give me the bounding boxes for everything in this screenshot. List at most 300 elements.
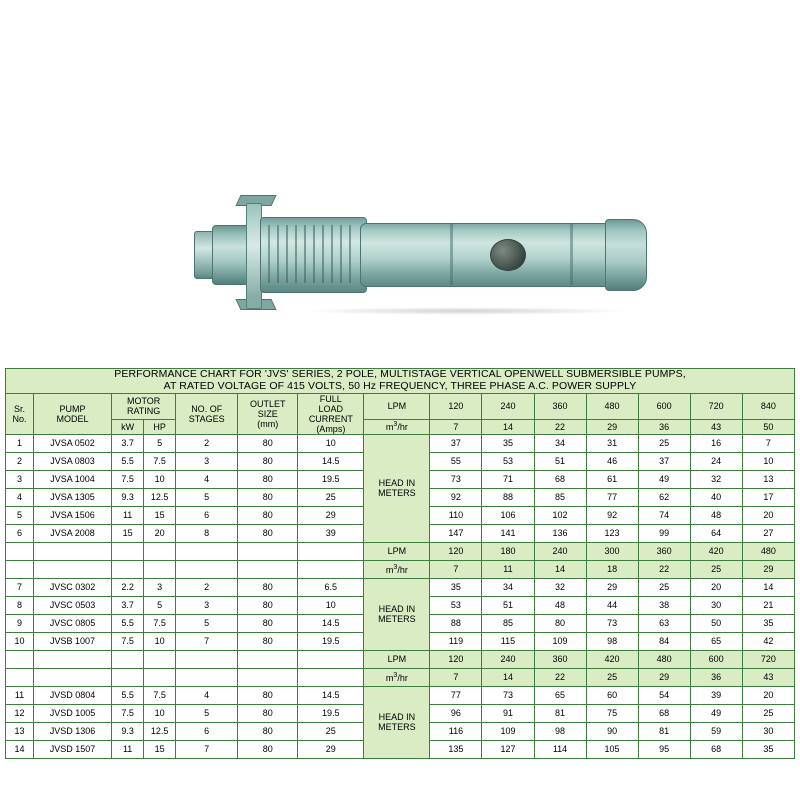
cell-head: 73 bbox=[430, 470, 482, 488]
cell-head: 55 bbox=[430, 452, 482, 470]
col-header-lpm-b: LPM bbox=[364, 542, 430, 560]
spacer-stages-c bbox=[176, 650, 238, 668]
col-header-m3hr-c bbox=[364, 668, 430, 686]
sr-no-line1: Sr. bbox=[14, 403, 26, 414]
cell-flc: 25 bbox=[298, 488, 364, 506]
cell-head: 21 bbox=[742, 596, 794, 614]
cell-head: 35 bbox=[482, 434, 534, 452]
cell-head: 71 bbox=[482, 470, 534, 488]
cell-pump-model: JVSD 1507 bbox=[34, 740, 112, 758]
spacer2-kw-c bbox=[112, 668, 144, 686]
m3hr-value-b-2: 14 bbox=[534, 560, 586, 578]
cell-head: 32 bbox=[690, 470, 742, 488]
performance-table bbox=[5, 368, 795, 759]
band-row-lpm-c bbox=[6, 650, 795, 668]
spacer-hp-b bbox=[144, 542, 176, 560]
m3hr-sup-a: 3 bbox=[393, 421, 398, 429]
cell-head: 119 bbox=[430, 632, 482, 650]
cell-outlet: 80 bbox=[238, 614, 298, 632]
cell-head: 114 bbox=[534, 740, 586, 758]
m3hr-value-a-0: 7 bbox=[430, 419, 482, 434]
cell-head: 38 bbox=[638, 596, 690, 614]
cell-head: 127 bbox=[482, 740, 534, 758]
lpm-value-a-0: 120 bbox=[430, 393, 482, 419]
motor-rating-line2: RATING bbox=[126, 406, 161, 417]
spacer-stages-b bbox=[176, 542, 238, 560]
lpm-value-b-1: 180 bbox=[482, 542, 534, 560]
m3hr-value-b-6: 29 bbox=[742, 560, 794, 578]
motor-rating-line1: MOTOR bbox=[126, 396, 161, 407]
cell-pump-model: JVSC 0302 bbox=[34, 578, 112, 596]
header-row-1 bbox=[6, 393, 795, 419]
m3hr-value-a-4: 36 bbox=[638, 419, 690, 434]
motor-band-2 bbox=[570, 223, 573, 285]
cell-flc: 14.5 bbox=[298, 614, 364, 632]
sr-no-line2: No. bbox=[12, 413, 27, 424]
pump-model-line2: MODEL bbox=[56, 413, 89, 424]
cell-sr-no: 10 bbox=[6, 632, 34, 650]
col-header-kw: kW bbox=[112, 419, 144, 434]
cell-head: 17 bbox=[742, 488, 794, 506]
cell-head: 60 bbox=[586, 686, 638, 704]
cell-outlet: 80 bbox=[238, 704, 298, 722]
cell-head: 20 bbox=[742, 686, 794, 704]
cable-coil-icon bbox=[490, 239, 526, 271]
cell-sr-no: 5 bbox=[6, 506, 34, 524]
cell-head: 40 bbox=[690, 488, 742, 506]
cell-kw: 11 bbox=[112, 740, 144, 758]
spacer2-stages-c bbox=[176, 668, 238, 686]
cell-head: 49 bbox=[638, 470, 690, 488]
cell-kw: 5.5 bbox=[112, 614, 144, 632]
cell-head: 16 bbox=[690, 434, 742, 452]
cell-pump-model: JVSD 1005 bbox=[34, 704, 112, 722]
cell-head: 123 bbox=[586, 524, 638, 542]
spacer-kw-b bbox=[112, 542, 144, 560]
cell-head: 39 bbox=[690, 686, 742, 704]
cell-pump-model: JVSD 1306 bbox=[34, 722, 112, 740]
cell-hp: 12.5 bbox=[144, 722, 176, 740]
spacer-sr-c bbox=[6, 650, 34, 668]
cell-head: 46 bbox=[586, 452, 638, 470]
col-header-outlet-size bbox=[238, 393, 298, 434]
cell-head: 53 bbox=[430, 596, 482, 614]
cell-head: 65 bbox=[534, 686, 586, 704]
product-image bbox=[0, 0, 800, 360]
header-row-2 bbox=[6, 419, 795, 434]
col-header-sr-no bbox=[6, 393, 34, 434]
m3hr-rest-c: /hr bbox=[397, 672, 408, 683]
cell-stages: 6 bbox=[176, 506, 238, 524]
cell-head: 7 bbox=[742, 434, 794, 452]
flc-line2: LOAD bbox=[318, 403, 344, 414]
cell-head: 109 bbox=[534, 632, 586, 650]
cell-pump-model: JVSC 0805 bbox=[34, 614, 112, 632]
cell-head: 84 bbox=[638, 632, 690, 650]
cell-head: 98 bbox=[534, 722, 586, 740]
title-line-2: AT RATED VOLTAGE OF 415 VOLTS, 50 Hz FREQUENCY, THREE PHASE A.C. POWER SUPPLY bbox=[163, 379, 637, 392]
cell-outlet: 80 bbox=[238, 452, 298, 470]
cell-outlet: 80 bbox=[238, 488, 298, 506]
cell-head: 115 bbox=[482, 632, 534, 650]
cell-outlet: 80 bbox=[238, 506, 298, 524]
m3hr-value-c-5: 36 bbox=[690, 668, 742, 686]
cell-pump-model: JVSA 2008 bbox=[34, 524, 112, 542]
col-header-full-load-current bbox=[298, 393, 364, 434]
cell-flc: 25 bbox=[298, 722, 364, 740]
cell-head: 34 bbox=[482, 578, 534, 596]
head-label-line1-a: HEAD IN bbox=[378, 478, 416, 489]
pump-shadow bbox=[300, 307, 630, 315]
cell-head: 106 bbox=[482, 506, 534, 524]
m3hr-value-c-3: 25 bbox=[586, 668, 638, 686]
cell-head: 24 bbox=[690, 452, 742, 470]
lpm-value-a-5: 720 bbox=[690, 393, 742, 419]
cell-sr-no: 4 bbox=[6, 488, 34, 506]
cell-sr-no: 12 bbox=[6, 704, 34, 722]
spacer2-hp-c bbox=[144, 668, 176, 686]
cell-pump-model: JVSA 0803 bbox=[34, 452, 112, 470]
cell-hp: 7.5 bbox=[144, 614, 176, 632]
col-header-lpm-c: LPM bbox=[364, 650, 430, 668]
motor-band-1 bbox=[450, 223, 453, 285]
cell-head: 96 bbox=[430, 704, 482, 722]
cell-stages: 4 bbox=[176, 470, 238, 488]
cell-flc: 19.5 bbox=[298, 632, 364, 650]
performance-table-container bbox=[5, 368, 795, 759]
m3hr-value-c-2: 22 bbox=[534, 668, 586, 686]
cell-kw: 2.2 bbox=[112, 578, 144, 596]
col-header-lpm-a: LPM bbox=[364, 393, 430, 419]
cell-sr-no: 13 bbox=[6, 722, 34, 740]
cell-head: 68 bbox=[690, 740, 742, 758]
cell-outlet: 80 bbox=[238, 524, 298, 542]
cell-stages: 3 bbox=[176, 596, 238, 614]
cell-sr-no: 3 bbox=[6, 470, 34, 488]
cell-head: 42 bbox=[742, 632, 794, 650]
cell-hp: 12.5 bbox=[144, 488, 176, 506]
spacer2-outlet-b bbox=[238, 560, 298, 578]
cell-head: 88 bbox=[430, 614, 482, 632]
cell-stages: 5 bbox=[176, 488, 238, 506]
m3hr-value-a-3: 29 bbox=[586, 419, 638, 434]
m3hr-value-b-1: 11 bbox=[482, 560, 534, 578]
cell-head: 31 bbox=[586, 434, 638, 452]
cell-head: 48 bbox=[534, 596, 586, 614]
cell-sr-no: 11 bbox=[6, 686, 34, 704]
outlet-line2: SIZE bbox=[257, 408, 278, 419]
cell-stages: 3 bbox=[176, 452, 238, 470]
cell-flc: 10 bbox=[298, 434, 364, 452]
cell-head: 27 bbox=[742, 524, 794, 542]
outlet-line1: OUTLET bbox=[249, 398, 286, 409]
cell-sr-no: 1 bbox=[6, 434, 34, 452]
cell-sr-no: 14 bbox=[6, 740, 34, 758]
cell-kw: 9.3 bbox=[112, 722, 144, 740]
cell-head: 98 bbox=[586, 632, 638, 650]
cell-head: 51 bbox=[482, 596, 534, 614]
cell-head: 81 bbox=[638, 722, 690, 740]
m3hr-value-c-4: 29 bbox=[638, 668, 690, 686]
cell-head: 90 bbox=[586, 722, 638, 740]
m3hr-value-a-5: 43 bbox=[690, 419, 742, 434]
cell-head: 35 bbox=[742, 740, 794, 758]
spacer2-flc-b bbox=[298, 560, 364, 578]
cell-hp: 20 bbox=[144, 524, 176, 542]
spacer-kw-c bbox=[112, 650, 144, 668]
lpm-value-a-3: 480 bbox=[586, 393, 638, 419]
m3hr-value-c-1: 14 bbox=[482, 668, 534, 686]
cell-head: 35 bbox=[430, 578, 482, 596]
m3hr-rest-b: /hr bbox=[397, 564, 408, 575]
cell-head: 50 bbox=[690, 614, 742, 632]
cell-head: 77 bbox=[586, 488, 638, 506]
cell-flc: 10 bbox=[298, 596, 364, 614]
band-row-lpm-b bbox=[6, 542, 795, 560]
col-header-motor-rating bbox=[112, 393, 176, 419]
lpm-value-c-2: 360 bbox=[534, 650, 586, 668]
cell-pump-model: JVSA 0502 bbox=[34, 434, 112, 452]
m3hr-base-b: m bbox=[385, 564, 394, 575]
cell-head: 13 bbox=[742, 470, 794, 488]
spacer-outlet-b bbox=[238, 542, 298, 560]
cell-head: 99 bbox=[638, 524, 690, 542]
cell-pump-model: JVSD 0804 bbox=[34, 686, 112, 704]
spacer2-outlet-c bbox=[238, 668, 298, 686]
head-label-line1-c: HEAD IN bbox=[378, 712, 416, 723]
m3hr-value-b-5: 25 bbox=[690, 560, 742, 578]
col-header-pump-model bbox=[34, 393, 112, 434]
lpm-value-a-4: 600 bbox=[638, 393, 690, 419]
cell-outlet: 80 bbox=[238, 722, 298, 740]
spacer-model-c bbox=[34, 650, 112, 668]
head-in-meters-label-c bbox=[364, 686, 430, 758]
head-label-line2-c: METERS bbox=[378, 722, 416, 733]
lpm-value-c-1: 240 bbox=[482, 650, 534, 668]
spacer2-sr-b bbox=[6, 560, 34, 578]
m3hr-rest-a: /hr bbox=[397, 422, 408, 433]
cell-head: 54 bbox=[638, 686, 690, 704]
cell-hp: 15 bbox=[144, 506, 176, 524]
cell-head: 136 bbox=[534, 524, 586, 542]
cell-head: 37 bbox=[430, 434, 482, 452]
cell-head: 30 bbox=[690, 596, 742, 614]
m3hr-value-a-2: 22 bbox=[534, 419, 586, 434]
cell-head: 62 bbox=[638, 488, 690, 506]
m3hr-value-b-4: 22 bbox=[638, 560, 690, 578]
m3hr-value-b-0: 7 bbox=[430, 560, 482, 578]
spacer-flc-c bbox=[298, 650, 364, 668]
cell-head: 48 bbox=[690, 506, 742, 524]
cell-hp: 10 bbox=[144, 704, 176, 722]
flc-line1: FULL bbox=[319, 393, 342, 404]
cell-flc: 19.5 bbox=[298, 704, 364, 722]
cell-pump-model: JVSA 1305 bbox=[34, 488, 112, 506]
head-label-line2-b: METERS bbox=[378, 614, 416, 625]
table-row bbox=[6, 686, 795, 704]
cell-kw: 7.5 bbox=[112, 470, 144, 488]
cell-outlet: 80 bbox=[238, 578, 298, 596]
cell-head: 105 bbox=[586, 740, 638, 758]
cell-head: 20 bbox=[690, 578, 742, 596]
lpm-value-b-3: 300 bbox=[586, 542, 638, 560]
cell-pump-model: JVSA 1004 bbox=[34, 470, 112, 488]
spacer-hp-c bbox=[144, 650, 176, 668]
cell-outlet: 80 bbox=[238, 434, 298, 452]
cell-pump-model: JVSB 1007 bbox=[34, 632, 112, 650]
cell-kw: 15 bbox=[112, 524, 144, 542]
spacer-outlet-c bbox=[238, 650, 298, 668]
cell-kw: 11 bbox=[112, 506, 144, 524]
cell-outlet: 80 bbox=[238, 470, 298, 488]
cell-head: 73 bbox=[482, 686, 534, 704]
cell-head: 85 bbox=[534, 488, 586, 506]
cell-kw: 9.3 bbox=[112, 488, 144, 506]
cell-hp: 5 bbox=[144, 596, 176, 614]
table-title-row bbox=[6, 369, 795, 394]
m3hr-value-a-1: 14 bbox=[482, 419, 534, 434]
table-title bbox=[6, 369, 795, 394]
cell-head: 10 bbox=[742, 452, 794, 470]
m3hr-value-b-3: 18 bbox=[586, 560, 638, 578]
lpm-value-c-5: 600 bbox=[690, 650, 742, 668]
cell-hp: 10 bbox=[144, 470, 176, 488]
cell-head: 81 bbox=[534, 704, 586, 722]
cell-outlet: 80 bbox=[238, 686, 298, 704]
cell-kw: 3.7 bbox=[112, 434, 144, 452]
cell-head: 25 bbox=[638, 578, 690, 596]
lpm-value-b-2: 240 bbox=[534, 542, 586, 560]
col-header-no-of-stages bbox=[176, 393, 238, 434]
cell-head: 74 bbox=[638, 506, 690, 524]
cell-hp: 7.5 bbox=[144, 452, 176, 470]
lpm-value-c-4: 480 bbox=[638, 650, 690, 668]
cell-hp: 10 bbox=[144, 632, 176, 650]
cell-head: 92 bbox=[430, 488, 482, 506]
cell-outlet: 80 bbox=[238, 740, 298, 758]
cell-head: 44 bbox=[586, 596, 638, 614]
spacer2-flc-c bbox=[298, 668, 364, 686]
cell-flc: 6.5 bbox=[298, 578, 364, 596]
m3hr-base-a: m bbox=[385, 422, 394, 433]
head-in-meters-label-a bbox=[364, 434, 430, 542]
col-header-m3hr-b bbox=[364, 560, 430, 578]
cell-stages: 4 bbox=[176, 686, 238, 704]
cell-head: 68 bbox=[534, 470, 586, 488]
cell-head: 61 bbox=[586, 470, 638, 488]
cell-outlet: 80 bbox=[238, 632, 298, 650]
lpm-value-a-6: 840 bbox=[742, 393, 794, 419]
lpm-value-b-5: 420 bbox=[690, 542, 742, 560]
cell-head: 63 bbox=[638, 614, 690, 632]
cell-head: 135 bbox=[430, 740, 482, 758]
cell-flc: 39 bbox=[298, 524, 364, 542]
cell-head: 85 bbox=[482, 614, 534, 632]
cell-head: 51 bbox=[534, 452, 586, 470]
m3hr-sup-c: 3 bbox=[393, 671, 398, 679]
motor-end-cap bbox=[605, 219, 647, 291]
cell-head: 73 bbox=[586, 614, 638, 632]
cell-head: 75 bbox=[586, 704, 638, 722]
cell-sr-no: 8 bbox=[6, 596, 34, 614]
col-header-hp: HP bbox=[144, 419, 176, 434]
cell-head: 77 bbox=[430, 686, 482, 704]
cell-hp: 5 bbox=[144, 434, 176, 452]
cell-head: 80 bbox=[534, 614, 586, 632]
cell-stages: 5 bbox=[176, 614, 238, 632]
cell-head: 95 bbox=[638, 740, 690, 758]
lpm-value-c-6: 720 bbox=[742, 650, 794, 668]
cell-head: 14 bbox=[742, 578, 794, 596]
cell-stages: 6 bbox=[176, 722, 238, 740]
cell-stages: 7 bbox=[176, 740, 238, 758]
lpm-value-b-0: 120 bbox=[430, 542, 482, 560]
cell-head: 37 bbox=[638, 452, 690, 470]
head-label-line2-a: METERS bbox=[378, 488, 416, 499]
cell-head: 141 bbox=[482, 524, 534, 542]
table-row bbox=[6, 578, 795, 596]
cell-stages: 5 bbox=[176, 704, 238, 722]
flc-line3: CURRENT bbox=[308, 413, 353, 424]
cell-head: 64 bbox=[690, 524, 742, 542]
spacer2-kw-b bbox=[112, 560, 144, 578]
cell-head: 110 bbox=[430, 506, 482, 524]
m3hr-base-c: m bbox=[385, 672, 394, 683]
cell-flc: 19.5 bbox=[298, 470, 364, 488]
cell-stages: 2 bbox=[176, 434, 238, 452]
spacer-sr-b bbox=[6, 542, 34, 560]
cell-hp: 7.5 bbox=[144, 686, 176, 704]
cell-flc: 29 bbox=[298, 740, 364, 758]
cell-stages: 2 bbox=[176, 578, 238, 596]
cell-head: 59 bbox=[690, 722, 742, 740]
cell-hp: 15 bbox=[144, 740, 176, 758]
cell-head: 30 bbox=[742, 722, 794, 740]
cell-head: 91 bbox=[482, 704, 534, 722]
cell-head: 29 bbox=[586, 578, 638, 596]
head-in-meters-label-b bbox=[364, 578, 430, 650]
cell-head: 34 bbox=[534, 434, 586, 452]
cell-flc: 29 bbox=[298, 506, 364, 524]
pump-model-line1: PUMP bbox=[59, 403, 86, 414]
cell-head: 32 bbox=[534, 578, 586, 596]
pump-illustration bbox=[150, 195, 670, 315]
cell-head: 35 bbox=[742, 614, 794, 632]
spacer2-model-b bbox=[34, 560, 112, 578]
table-row bbox=[6, 434, 795, 452]
cell-head: 65 bbox=[690, 632, 742, 650]
lpm-value-a-2: 360 bbox=[534, 393, 586, 419]
spacer-flc-b bbox=[298, 542, 364, 560]
m3hr-value-a-6: 50 bbox=[742, 419, 794, 434]
cell-pump-model: JVSA 1506 bbox=[34, 506, 112, 524]
lpm-value-b-6: 480 bbox=[742, 542, 794, 560]
outlet-line3: (mm) bbox=[257, 418, 279, 429]
m3hr-sup-b: 3 bbox=[393, 563, 398, 571]
cell-stages: 7 bbox=[176, 632, 238, 650]
spacer-model-b bbox=[34, 542, 112, 560]
spacer2-hp-b bbox=[144, 560, 176, 578]
spacer2-sr-c bbox=[6, 668, 34, 686]
title-line-1: PERFORMANCE CHART FOR 'JVS' SERIES, 2 POLE, MULTISTAGE VERTICAL OPENWELL SUBMERSIBLE PUMPS, bbox=[114, 368, 686, 380]
cell-head: 25 bbox=[742, 704, 794, 722]
cell-sr-no: 6 bbox=[6, 524, 34, 542]
cell-hp: 3 bbox=[144, 578, 176, 596]
m3hr-value-c-0: 7 bbox=[430, 668, 482, 686]
lpm-value-c-0: 120 bbox=[430, 650, 482, 668]
lpm-value-c-3: 420 bbox=[586, 650, 638, 668]
cell-head: 92 bbox=[586, 506, 638, 524]
